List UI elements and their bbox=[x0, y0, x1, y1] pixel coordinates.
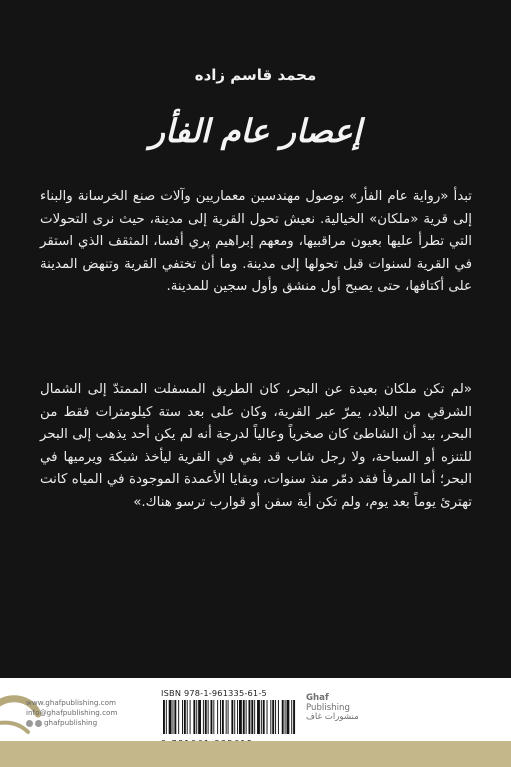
barcode-bar bbox=[272, 700, 274, 734]
barcode-bar bbox=[226, 700, 227, 734]
barcode-bar bbox=[231, 700, 233, 734]
book-title: إعصار عام الفأر bbox=[149, 112, 362, 150]
barcode-bar bbox=[254, 700, 255, 734]
barcode-bar bbox=[208, 700, 209, 734]
barcode-bar bbox=[239, 700, 242, 734]
isbn-block bbox=[161, 688, 296, 748]
barcode-bar bbox=[251, 700, 253, 734]
blurb-paragraph-2: «لم تكن ملكان بعيدة عن البحر، كان الطريق المسفلت الممتدّ إلى الشمال الشرقي من البلاد، يمرّ عبر القرية، وكان على بعد ستة كيلومترات فقط من البحر، بيد أن الشاطئ كان صخرياً وعالياً لدرجة أنه لم يكن أحد يذهب إلى البحر للتنزه أو السباحة، ولا رجل شاب قد بقي في القرية ليأخذ شبكة ويرميها في البحر؛ أما المرفأ فقد دمّر منذ سنوات، وبقايا الأعمدة الموجودة في المياه كانت تهترئ يوماً بعد يوم، ولم تكن أية سفن أو قوارب ترسو هناك.» bbox=[40, 382, 472, 510]
barcode-bar bbox=[196, 700, 197, 734]
social-row bbox=[26, 718, 117, 728]
barcode-bar bbox=[222, 700, 224, 734]
barcode-bar bbox=[261, 700, 262, 734]
publisher-name-ar: منشورات غاف bbox=[306, 712, 359, 722]
barcode-bar bbox=[211, 700, 213, 734]
barcode-bar bbox=[174, 700, 176, 734]
publisher-logo bbox=[306, 694, 376, 723]
blurb-paragraph-1: تبدأ «رواية عام الفأر» بوصول مهندسين معماريين وآلات صنع الخرسانة والبناء إلى قرية «ملكان» الخيالية. نعيش تحول القرية إلى مدينة، حيث نرى التحولات التي تطرأ عليها بعيون مراقبيها، ومعهم إبراهيم پري أفسا، المثقف الذي استقر في القرية لسنوات قبل تحولها إلى مدينة. وما أن تختفي القرية وتنهض المدينة على أكتافها، حتى يصبح أول منشق وأول سجين للمدينة. bbox=[40, 189, 472, 295]
barcode-bar bbox=[282, 700, 284, 734]
barcode-bar bbox=[237, 700, 238, 734]
barcode-bar bbox=[187, 700, 188, 734]
barcode-bar bbox=[205, 700, 207, 734]
barcode-bar bbox=[293, 700, 295, 734]
barcode-bar bbox=[182, 700, 183, 734]
isbn-text: ISBN 978-1-961335-61-5 bbox=[161, 688, 267, 698]
barcode-bar bbox=[163, 700, 165, 734]
gold-footer-bar bbox=[0, 741, 511, 767]
barcode-bar bbox=[166, 700, 167, 734]
barcode-bar bbox=[263, 700, 265, 734]
barcode-bar bbox=[291, 700, 292, 734]
email-text: info@ghafpublishing.com bbox=[26, 708, 118, 717]
barcode-bar bbox=[203, 700, 204, 734]
barcode-bar bbox=[275, 700, 276, 734]
barcode-bar bbox=[178, 700, 179, 734]
barcode-bar bbox=[278, 700, 279, 734]
barcode bbox=[161, 700, 296, 734]
barcode-bar bbox=[287, 700, 290, 734]
instagram-icon bbox=[35, 720, 42, 727]
barcode-bar bbox=[193, 700, 195, 734]
barcode-bar bbox=[257, 700, 260, 734]
barcode-bar bbox=[249, 700, 251, 734]
barcode-bar bbox=[173, 700, 174, 734]
barcode-bar bbox=[184, 700, 186, 734]
barcode-bar bbox=[190, 700, 191, 734]
barcode-bar bbox=[213, 700, 214, 734]
barcode-bar bbox=[243, 700, 245, 734]
barcode-bar bbox=[285, 700, 286, 734]
twitter-icon bbox=[26, 720, 33, 727]
publisher-name-en-2: Publishing bbox=[306, 702, 350, 713]
barcode-bar bbox=[234, 700, 235, 734]
barcode-bar bbox=[270, 700, 271, 734]
barcode-bar bbox=[217, 700, 218, 734]
barcode-bar bbox=[220, 700, 221, 734]
contact-info bbox=[26, 698, 117, 728]
footer-panel bbox=[0, 678, 511, 767]
author-name: محمد قاسم زاده bbox=[194, 66, 317, 84]
publisher-name-en: Ghaf bbox=[306, 693, 329, 703]
social-handle: ghafpublishing bbox=[44, 718, 98, 727]
barcode-bar bbox=[246, 700, 247, 734]
barcode-bar bbox=[228, 700, 229, 734]
barcode-bar bbox=[198, 700, 201, 734]
barcode-bar bbox=[267, 700, 268, 734]
barcode-bar bbox=[169, 700, 172, 734]
website-text: www.ghafpublishing.com bbox=[26, 698, 117, 707]
